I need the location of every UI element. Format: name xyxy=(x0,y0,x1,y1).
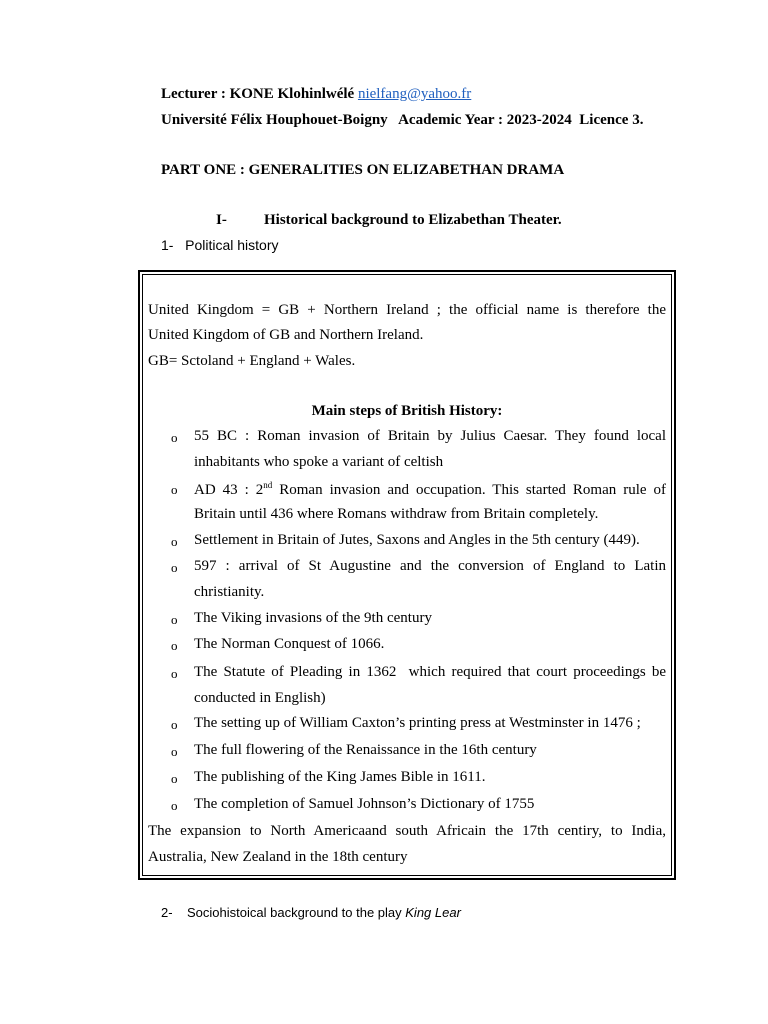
closing-line-2: Australia, New Zealand in the 18th century xyxy=(148,849,408,865)
list-item-text: Roman invasion and occupation. This started Roman rule of xyxy=(272,482,666,498)
closing-line-1: The expansion to North Americaand south Africain the 17th centiry, to India, xyxy=(148,823,666,839)
list-item-line xyxy=(194,480,666,499)
list-item-text: AD 43 : 2 xyxy=(194,482,264,498)
list-item-line: The Norman Conquest of 1066. xyxy=(194,636,385,652)
lecturer-line xyxy=(161,86,471,103)
subsection-sociohistorical xyxy=(161,905,461,920)
bullet-marker: o xyxy=(171,717,178,732)
play-title: King Lear xyxy=(405,905,461,920)
list-item-line: conducted in English) xyxy=(194,690,326,706)
list-item-line: Britain until 436 where Romans withdraw from Britain completely. xyxy=(194,506,599,522)
subsection-label: 2- Sociohistoical background to the play xyxy=(161,905,406,920)
list-item-line: 55 BC : Roman invasion of Britain by Julius Caesar. They found local xyxy=(194,428,666,444)
intro-line-1: United Kingdom = GB + Northern Ireland ; the official name is therefore the xyxy=(148,302,666,318)
list-item-line: The completion of Samuel Johnson’s Dictionary of 1755 xyxy=(194,796,535,812)
list-item-line: inhabitants who spoke a variant of celtish xyxy=(194,454,444,470)
subsection-political-history: 1- Political history xyxy=(161,237,279,253)
part-title: PART ONE : GENERALITIES ON ELIZABETHAN DRAMA xyxy=(161,162,565,178)
bullet-marker: o xyxy=(171,534,178,549)
steps-title: Main steps of British History: xyxy=(311,403,503,419)
section-title: Historical background to Elizabethan Theater. xyxy=(264,212,562,228)
list-item-line: The setting up of William Caxton’s printing press at Westminster in 1476 ; xyxy=(194,715,641,731)
list-item-line: The full flowering of the Renaissance in the 16th century xyxy=(194,742,537,758)
ordinal-superscript: nd xyxy=(263,480,273,490)
bullet-marker: o xyxy=(171,482,178,497)
list-item-line: The publishing of the King James Bible in 1611. xyxy=(194,769,486,785)
intro-line-2: United Kingdom of GB and Northern Ireland. xyxy=(148,327,424,343)
section-numeral: I- xyxy=(216,212,227,228)
email-link[interactable]: nielfang@yahoo.fr xyxy=(357,86,472,102)
bullet-marker: o xyxy=(171,612,178,627)
list-item-line: 597 : arrival of St Augustine and the conversion of England to Latin xyxy=(194,558,666,574)
list-item-line: Settlement in Britain of Jutes, Saxons and Angles in the 5th century (449). xyxy=(194,532,640,548)
lecturer-label: Lecturer : KONE Klohinlwélé xyxy=(161,86,355,102)
list-item-line: christianity. xyxy=(194,584,265,600)
university-line: Université Félix Houphouet-Boigny Academic Year : 2023-2024 Licence 3. xyxy=(161,112,644,128)
list-item-line: The Viking invasions of the 9th century xyxy=(194,610,432,626)
list-item-line: The Statute of Pleading in 1362 which required that court proceedings be xyxy=(194,664,666,680)
bullet-marker: o xyxy=(171,638,178,653)
bullet-marker: o xyxy=(171,744,178,759)
bullet-marker: o xyxy=(171,771,178,786)
bullet-marker: o xyxy=(171,798,178,813)
intro-line-3: GB= Sctoland + England + Wales. xyxy=(148,353,356,369)
bullet-marker: o xyxy=(171,430,178,445)
bullet-marker: o xyxy=(171,560,178,575)
bullet-marker: o xyxy=(171,666,178,681)
